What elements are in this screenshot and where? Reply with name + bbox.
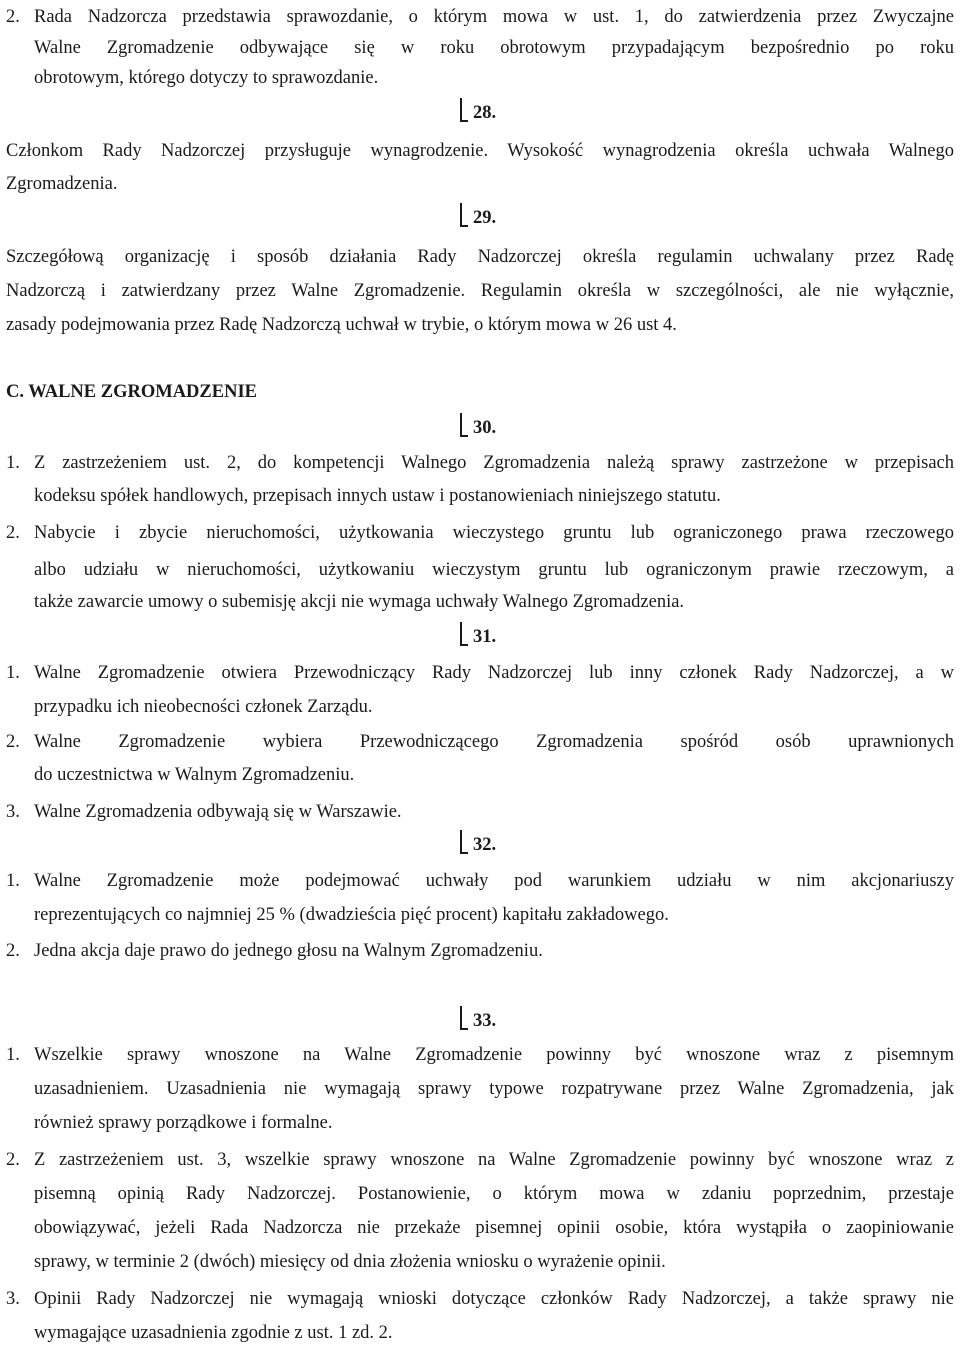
- section-sign-icon: [455, 203, 469, 227]
- text-line: uzasadnieniem. Uzasadnienia nie wymagają sprawy typowe rozpatrywane przez Walne Zgromadzenia, jak: [34, 1079, 954, 1099]
- paragraph-number: 3.: [6, 802, 20, 822]
- text-line: Walne Zgromadzenie otwiera Przewodniczący Rady Nadzorczej lub inny członek Rady Nadzorczej, a w: [34, 663, 954, 683]
- section-sign-icon: [455, 98, 469, 122]
- paragraph-number: 2.: [6, 732, 20, 752]
- text-line: wymagające uzasadnienia zgodnie z ust. 1 zd. 2.: [34, 1323, 393, 1343]
- text-line: Nadzorczą i zatwierdzany przez Walne Zgromadzenie. Regulamin określa w szczególności, ale nie wyłącznie,: [6, 281, 954, 301]
- chapter-heading: C. WALNE ZGROMADZENIE: [6, 382, 257, 402]
- text-line: Walne Zgromadzenie może podejmować uchwały pod warunkiem udziału w nim akcjonariuszy: [34, 871, 954, 891]
- text-line: kodeksu spółek handlowych, przepisach innych ustaw i postanowieniach niniejszego statutu.: [34, 486, 721, 506]
- section-sign-icon: [455, 413, 469, 437]
- text-line: zasady podejmowania przez Radę Nadzorczą uchwał w trybie, o którym mowa w 26 ust 4.: [6, 315, 677, 335]
- section-number-label: 29.: [473, 208, 497, 228]
- paragraph-number: 1.: [6, 663, 20, 683]
- text-line: Z zastrzeżeniem ust. 2, do kompetencji Walnego Zgromadzenia należą sprawy zastrzeżone w przepisach: [34, 453, 954, 473]
- paragraph-number: 2.: [6, 1150, 20, 1170]
- text-line: pisemną opinią Rady Nadzorczej. Postanowienie, o którym mowa w zdaniu poprzednim, przestaje: [34, 1184, 954, 1204]
- section-number-label: 31.: [473, 627, 497, 647]
- text-line: Opinii Rady Nadzorczej nie wymagają wnioski dotyczące członków Rady Nadzorczej, a także sprawy nie: [34, 1289, 954, 1309]
- text-line: także zawarcie umowy o subemisję akcji nie wymaga uchwały Walnego Zgromadzenia.: [34, 592, 685, 612]
- section-number-label: 28.: [473, 103, 497, 123]
- text-line: Członkom Rady Nadzorczej przysługuje wynagrodzenie. Wysokość wynagrodzenia określa uchwała Walnego: [6, 141, 954, 161]
- text-line: Zgromadzenia.: [6, 174, 118, 194]
- text-line: obrotowym, którego dotyczy to sprawozdanie.: [34, 68, 379, 88]
- text-line: Nabycie i zbycie nieruchomości, użytkowania wieczystego gruntu lub ograniczonego prawa rzeczowego: [34, 523, 954, 543]
- section-number: [455, 411, 496, 445]
- text-line: do uczestnictwa w Walnym Zgromadzeniu.: [34, 765, 355, 785]
- paragraph-number: 3.: [6, 1289, 20, 1309]
- section-number-label: 33.: [473, 1011, 497, 1031]
- text-line: obowiązywać, jeżeli Rada Nadzorcza nie przekaże pisemnej opinii osobie, która wystąpiła o zaopiniowanie: [34, 1218, 954, 1238]
- text-line: Jedna akcja daje prawo do jednego głosu na Walnym Zgromadzeniu.: [34, 941, 543, 961]
- paragraph-number: 2.: [6, 7, 20, 27]
- text-line: Walne Zgromadzenie odbywające się w roku obrotowym przypadającym bezpośrednio po roku: [34, 38, 954, 58]
- paragraph-number: 2.: [6, 523, 20, 543]
- text-line: albo udziału w nieruchomości, użytkowaniu wieczystym gruntu lub ograniczonym prawie rzeczowym, a: [34, 560, 954, 580]
- text-line: Rada Nadzorcza przedstawia sprawozdanie, o którym mowa w ust. 1, do zatwierdzenia przez Zwyczajne: [34, 7, 954, 27]
- section-number: [455, 1004, 496, 1038]
- text-line: Z zastrzeżeniem ust. 3, wszelkie sprawy wnoszone na Walne Zgromadzenie powinny być wnoszone wraz z: [34, 1150, 954, 1170]
- section-number-label: 32.: [473, 835, 497, 855]
- paragraph-number: 1.: [6, 1045, 20, 1065]
- section-sign-icon: [455, 1006, 469, 1030]
- section-number: [455, 620, 496, 654]
- section-number-label: 30.: [473, 418, 497, 438]
- text-line: Wszelkie sprawy wnoszone na Walne Zgromadzenie powinny być wnoszone wraz z pisemnym: [34, 1045, 954, 1065]
- text-line: również sprawy porządkowe i formalne.: [34, 1113, 333, 1133]
- section-number: [455, 96, 496, 130]
- section-sign-icon: [455, 830, 469, 854]
- text-line: Szczegółową organizację i sposób działania Rady Nadzorczej określa regulamin uchwalany przez Radę: [6, 247, 954, 267]
- text-line: sprawy, w terminie 2 (dwóch) miesięcy od dnia złożenia wniosku o wyrażenie opinii.: [34, 1252, 666, 1272]
- paragraph-number: 2.: [6, 941, 20, 961]
- text-line: Walne Zgromadzenia odbywają się w Warszawie.: [34, 802, 402, 822]
- section-number: [455, 828, 496, 862]
- section-sign-icon: [455, 622, 469, 646]
- paragraph-number: 1.: [6, 453, 20, 473]
- paragraph-number: 1.: [6, 871, 20, 891]
- text-line: Walne Zgromadzenie wybiera Przewodniczącego Zgromadzenia spośród osób uprawnionych: [34, 732, 954, 752]
- text-line: przypadku ich nieobecności członek Zarządu.: [34, 697, 373, 717]
- text-line: reprezentujących co najmniej 25 % (dwadzieścia pięć procent) kapitału zakładowego.: [34, 905, 669, 925]
- section-number: [455, 201, 496, 235]
